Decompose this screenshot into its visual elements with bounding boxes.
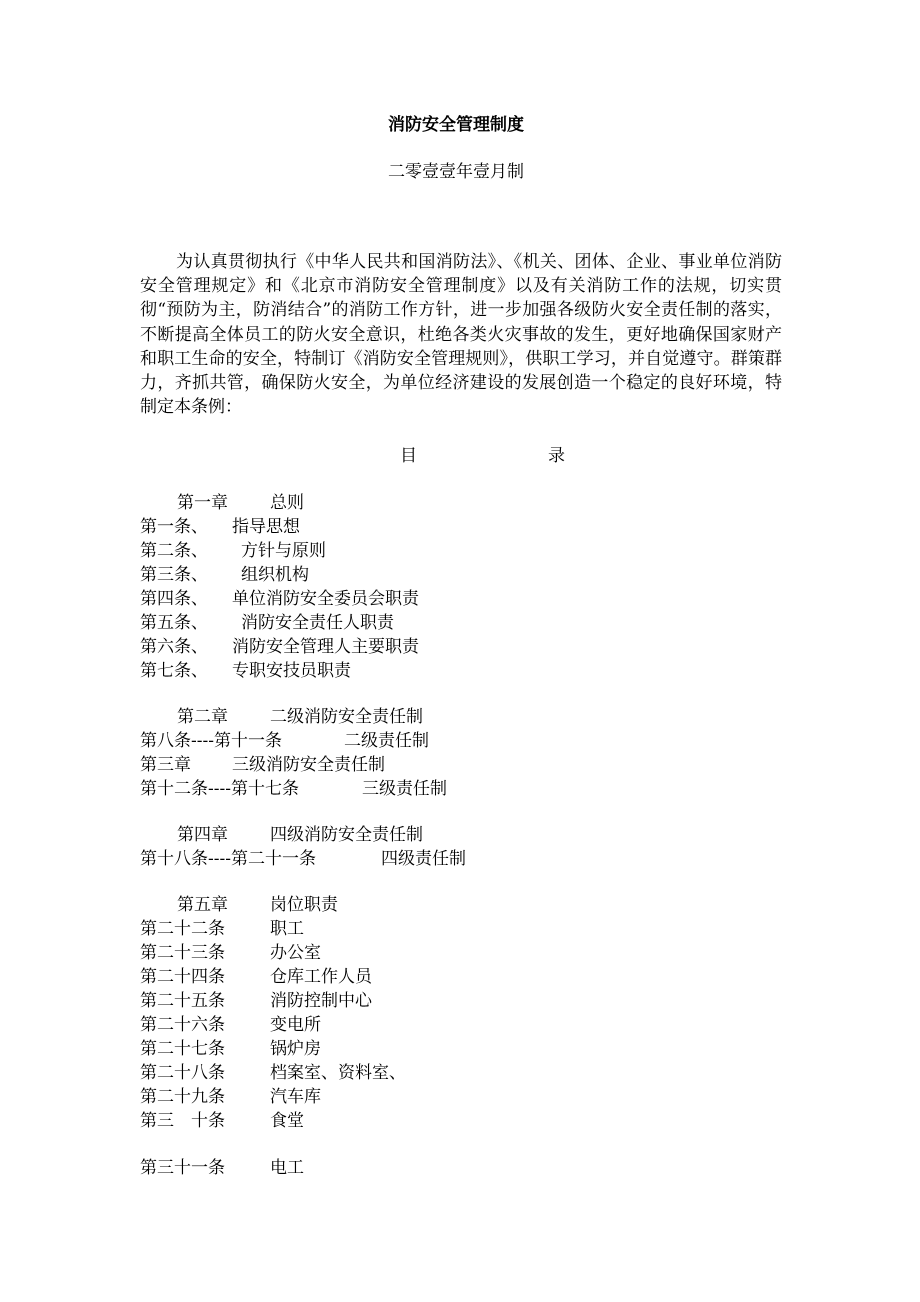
article-number: 第二十七条	[140, 1039, 225, 1059]
article-title: 二级责任制	[344, 731, 429, 751]
article-title: 消防控制中心	[270, 991, 372, 1011]
article-title: 单位消防安全委员会职责	[232, 589, 419, 609]
article-number: 第二十九条	[140, 1087, 225, 1107]
chapter-number: 第四章	[177, 825, 228, 845]
article-number: 第七条、	[140, 661, 208, 681]
article-title: 办公室	[270, 943, 321, 963]
article-title: 组织机构	[241, 565, 309, 585]
article-number: 第二十五条	[140, 991, 225, 1011]
article-number: 第三条、	[140, 565, 208, 585]
article-title: 电工	[270, 1158, 304, 1178]
intro-text: 为认真贯彻执行《中华人民共和国消防法》、《机关、团体、企业、事业单位消防安全管理规定》和《北京市消防安全管理制度》以及有关消防工作的法规，切实贯彻“预防为主，防消结合”的消防工作方针，进一步加强各级防火安全责任制的落实，不断提高全体员工的防火安全意识，杜绝各类火灾事故的发生，更好地确保国家财产和职工生命的安全，特制订《消防安全管理规则》，供职工学习，并自觉遵守。群策群力，齐抓共管，确保防火安全，为单位经济建设的发展创造一个稳定的良好环境，特制定本条例：	[140, 252, 782, 418]
intro-paragraph	[140, 250, 782, 419]
article-range: 第八条----第十一条	[140, 731, 282, 751]
article-title: 汽车库	[270, 1087, 321, 1107]
chapter-title: 四级消防安全责任制	[270, 825, 423, 845]
article-title: 消防安全责任人职责	[241, 613, 394, 633]
article-number: 第二条、	[140, 541, 208, 561]
chapter-number: 第一章	[177, 493, 228, 513]
article-title: 三级责任制	[362, 779, 447, 799]
article-number: 第二十四条	[140, 967, 225, 987]
toc-heading-left: 目	[400, 446, 417, 466]
article-title: 方针与原则	[241, 541, 326, 561]
article-title: 专职安技员职责	[232, 661, 351, 681]
article-number: 第三十一条	[140, 1158, 225, 1178]
chapter-number: 第五章	[177, 895, 228, 915]
article-title: 档案室、资料室、	[270, 1063, 406, 1083]
chapter-title: 岗位职责	[270, 895, 338, 915]
article-title: 变电所	[270, 1015, 321, 1035]
chapter-title: 总则	[270, 493, 304, 513]
article-number: 第四条、	[140, 589, 208, 609]
chapter-title: 三级消防安全责任制	[232, 755, 385, 775]
article-title: 食堂	[270, 1111, 304, 1131]
article-number: 第二十三条	[140, 943, 225, 963]
article-title: 指导思想	[232, 517, 300, 537]
document-date: 二零壹壹年壹月制	[388, 162, 524, 182]
article-number: 第六条、	[140, 637, 208, 657]
article-number: 第五条、	[140, 613, 208, 633]
article-title: 职工	[270, 919, 304, 939]
article-title: 仓库工作人员	[270, 967, 372, 987]
article-number: 第一条、	[140, 517, 208, 537]
article-range: 第十二条----第十七条	[140, 779, 299, 799]
chapter-number: 第二章	[177, 707, 228, 727]
article-title: 消防安全管理人主要职责	[232, 637, 419, 657]
article-number: 第二十六条	[140, 1015, 225, 1035]
document-title: 消防安全管理制度	[388, 115, 524, 135]
chapter-number: 第三章	[140, 755, 191, 775]
article-number: 第二十八条	[140, 1063, 225, 1083]
article-range: 第十八条----第二十一条	[140, 849, 316, 869]
toc-heading-right: 录	[548, 446, 565, 466]
chapter-title: 二级消防安全责任制	[270, 707, 423, 727]
article-number: 第三 十条	[140, 1111, 225, 1131]
article-number: 第二十二条	[140, 919, 225, 939]
article-title: 锅炉房	[270, 1039, 321, 1059]
article-title: 四级责任制	[381, 849, 466, 869]
